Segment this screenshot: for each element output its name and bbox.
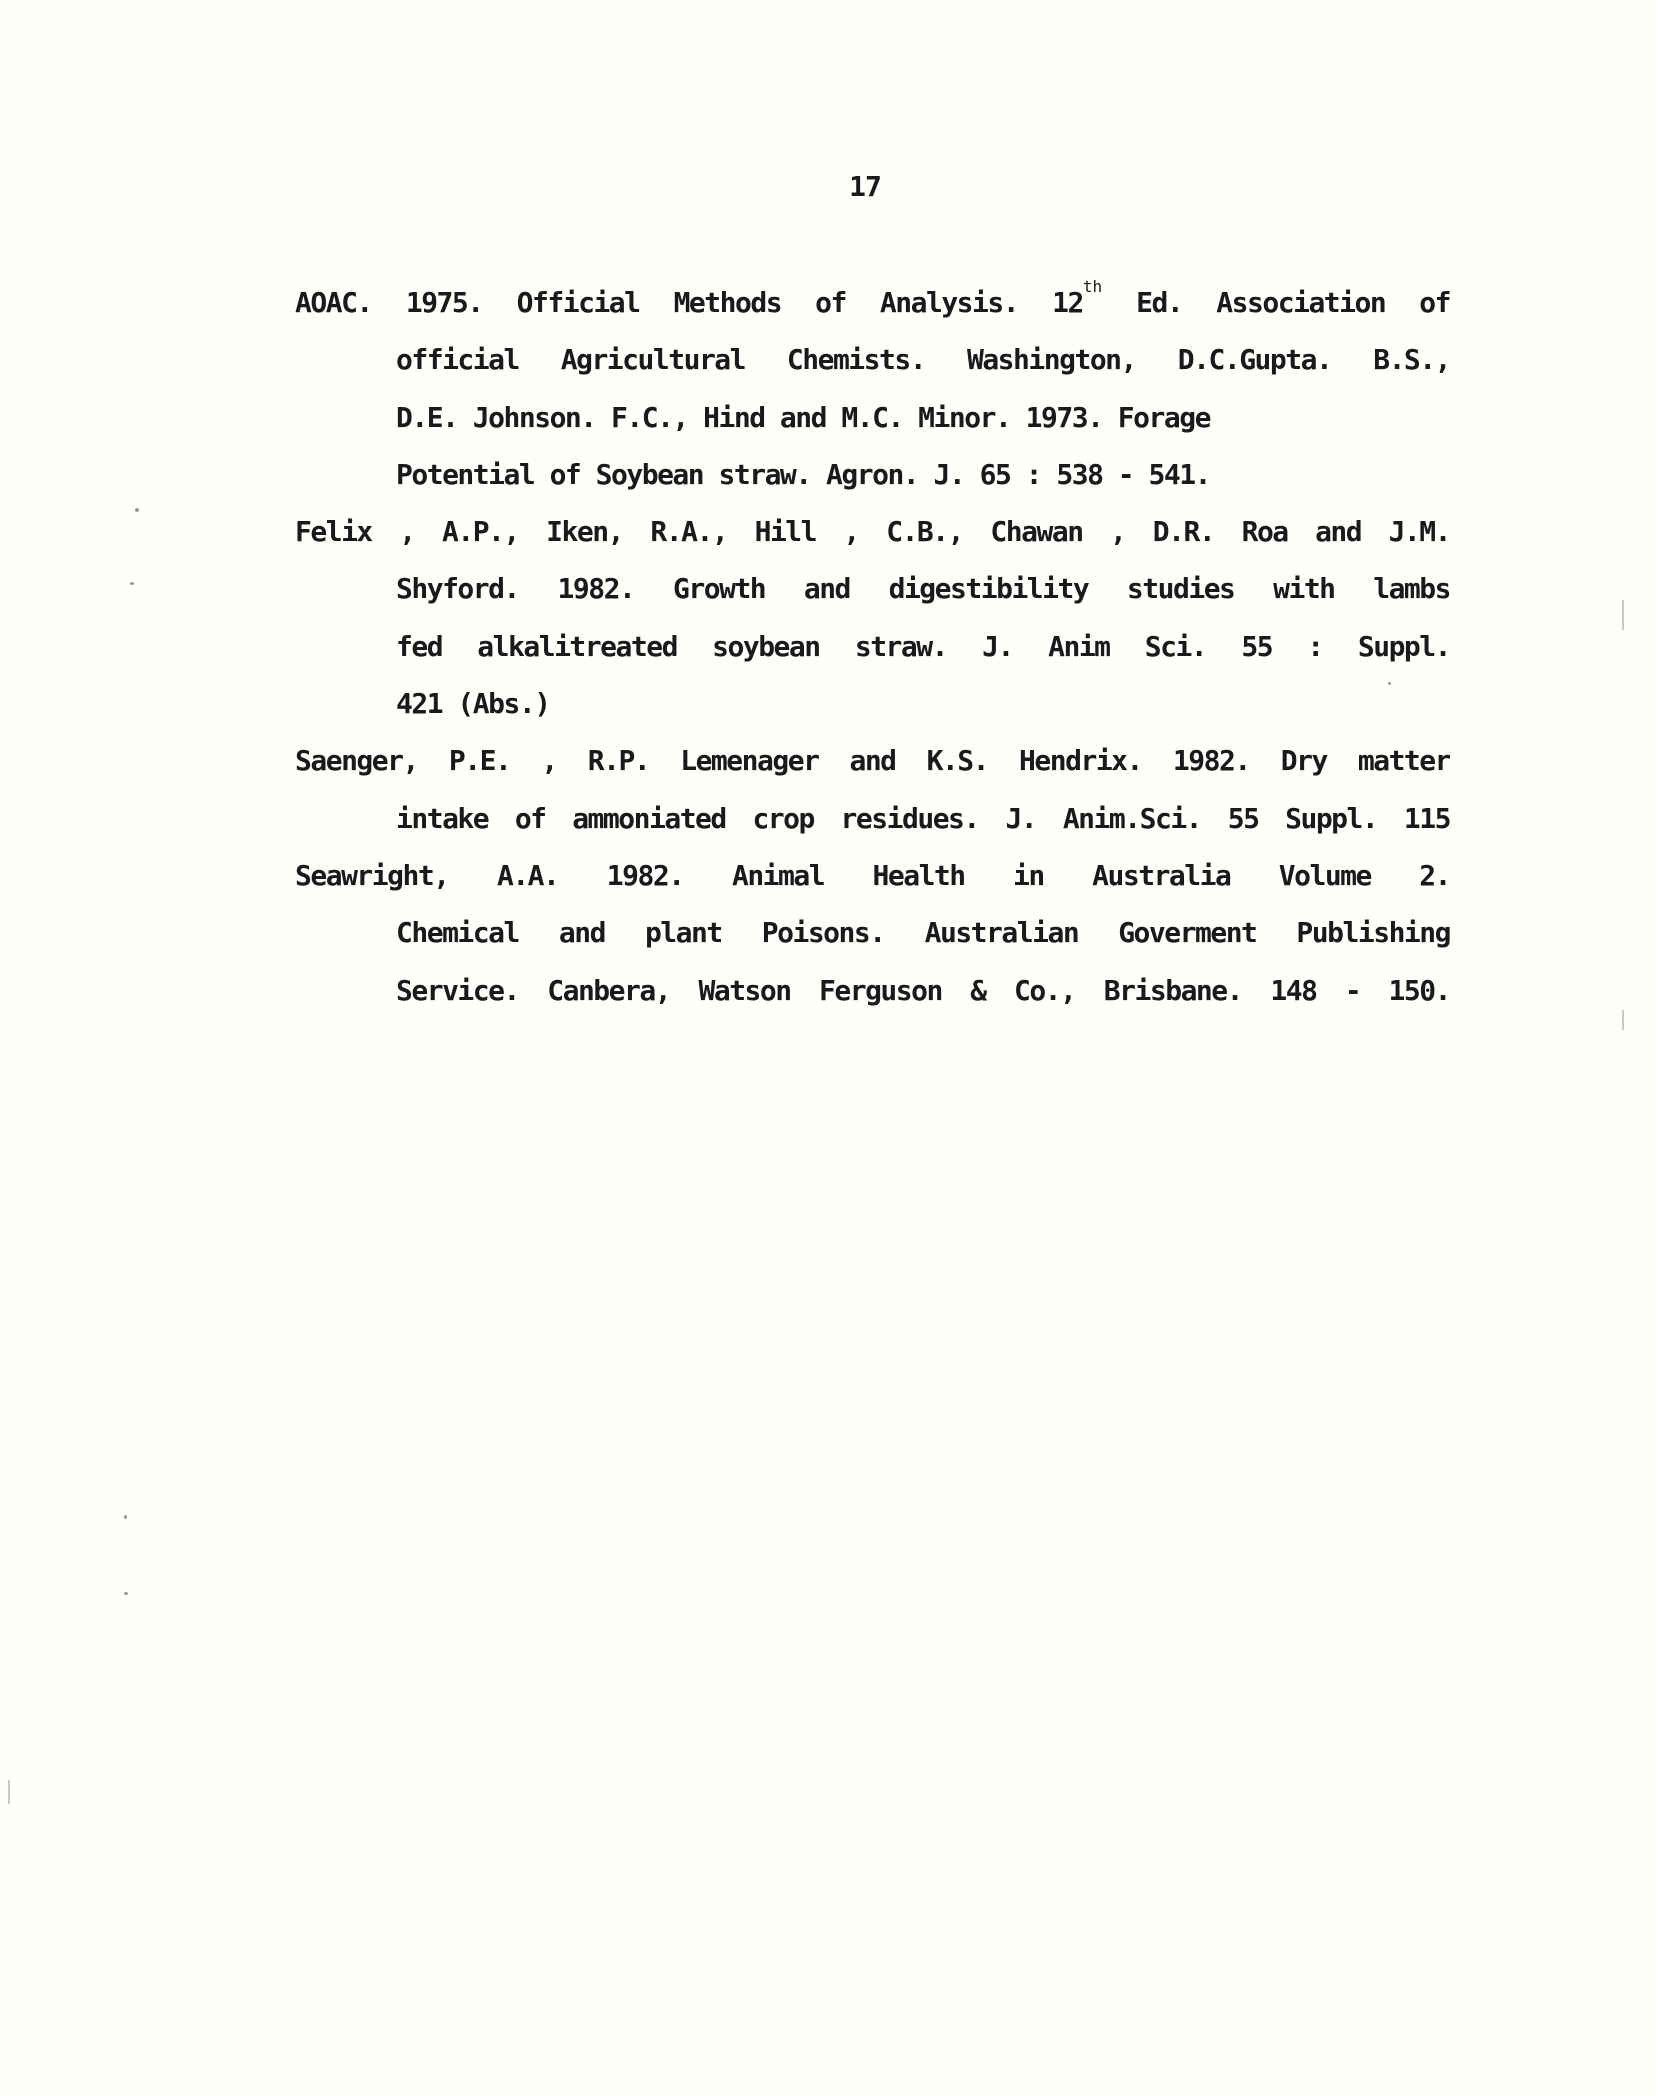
reference-text: Ed. Association of <box>1102 286 1450 319</box>
reference-line: official Agricultural Chemists. Washington, D.C.Gupta. B.S., <box>396 343 1450 377</box>
reference-entry-saenger <box>295 732 1450 847</box>
scan-edge-mark <box>1622 1010 1624 1030</box>
reference-text: AOAC. 1975. Official Methods of Analysis. 12 <box>295 286 1083 319</box>
scan-speck <box>130 582 134 585</box>
ordinal-superscript: th <box>1082 277 1103 296</box>
reference-line: 421 (Abs.) <box>396 687 550 721</box>
scan-speck <box>135 508 139 512</box>
reference-line: Saenger, P.E. , R.P. Lemenager and K.S. Hendrix. 1982. Dry matter <box>295 744 1450 778</box>
scan-edge-mark <box>1622 600 1624 630</box>
reference-line: intake of ammoniated crop residues. J. Anim.Sci. 55 Suppl. 115 <box>396 801 1450 835</box>
reference-line <box>295 274 1450 331</box>
reference-line: Felix , A.P., Iken, R.A., Hill , C.B., Chawan , D.R. Roa and J.M. <box>295 515 1450 549</box>
reference-line: Seawright, A.A. 1982. Animal Health in Australia Volume 2. <box>295 858 1450 892</box>
reference-entry-felix <box>295 503 1450 732</box>
scan-speck <box>1388 682 1391 685</box>
reference-entry-seawright <box>295 847 1450 1019</box>
scan-speck <box>124 1515 127 1519</box>
reference-line: Service. Canbera, Watson Ferguson & Co., Brisbane. 148 - 150. <box>396 973 1450 1007</box>
reference-entry-aoac <box>295 274 1450 503</box>
page-number: 17 <box>849 170 881 203</box>
reference-list <box>295 274 1450 1019</box>
reference-line: Chemical and plant Poisons. Australian Goverment Publishing <box>396 916 1450 950</box>
scan-speck <box>124 1592 128 1595</box>
reference-line: Shyford. 1982. Growth and digestibility studies with lambs <box>396 572 1450 606</box>
reference-line: fed alkalitreated soybean straw. J. Anim Sci. 55 : Suppl. <box>396 629 1450 663</box>
scan-edge-mark <box>8 1780 10 1804</box>
reference-line: Potential of Soybean straw. Agron. J. 65 : 538 - 541. <box>396 457 1210 491</box>
reference-line: D.E. Johnson. F.C., Hind and M.C. Minor. 1973. Forage <box>396 400 1210 434</box>
